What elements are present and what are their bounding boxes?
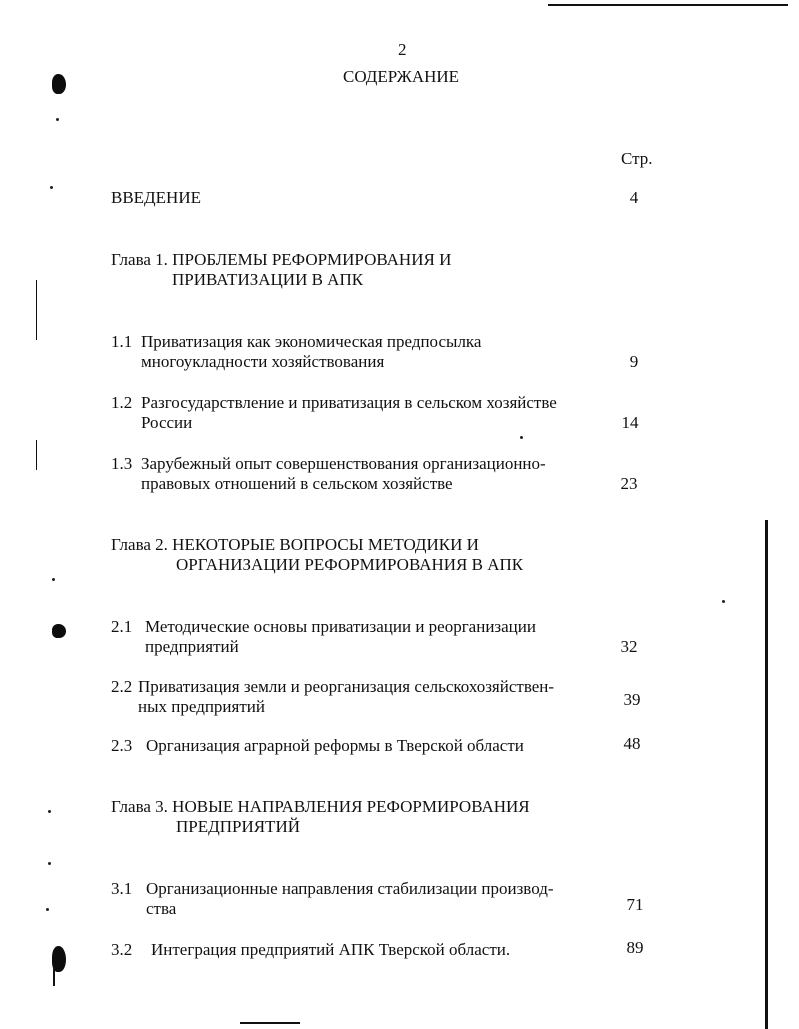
section-2-1-line2: предприятий <box>145 637 239 656</box>
section-1-2-line1: Разгосударствление и приватизация в сельском хозяйстве <box>141 393 557 412</box>
speck <box>722 600 725 603</box>
page-title: СОДЕРЖАНИЕ <box>343 67 460 86</box>
section-1-3-line2: правовых отношений в сельском хозяйстве <box>141 474 453 493</box>
section-2-1-page: 32 <box>620 637 638 656</box>
section-1-2-line2: России <box>141 413 193 432</box>
section-1-3-page: 23 <box>620 474 638 493</box>
chapter-2-title-line1: Глава 2. НЕКОТОРЫЕ ВОПРОСЫ МЕТОДИКИ И <box>111 535 479 554</box>
section-1-1-page: 9 <box>629 352 639 371</box>
section-1-1-line1: Приватизация как экономическая предпосылка <box>141 332 482 351</box>
speck <box>520 436 523 439</box>
ink-blot <box>52 624 66 638</box>
section-3-1-page: 71 <box>626 895 644 914</box>
speck <box>52 578 55 581</box>
section-1-1-line2: многоукладности хозяйствования <box>141 352 385 371</box>
section-2-2-line2: ных предприятий <box>138 697 265 716</box>
section-1-1-number: 1.1 <box>111 332 133 351</box>
speck <box>48 810 51 813</box>
scan-edge-line-left-2 <box>36 440 37 470</box>
chapter-3-title-line1: Глава 3. НОВЫЕ НАПРАВЛЕНИЯ РЕФОРМИРОВАНИЯ <box>111 797 530 816</box>
scan-edge-line-bottom <box>240 1022 300 1024</box>
ink-blot <box>52 74 66 94</box>
toc-intro-page: 4 <box>629 188 639 207</box>
scan-edge-line-top <box>548 4 788 6</box>
section-2-3-line1: Организация аграрной реформы в Тверской области <box>146 736 524 755</box>
page-number: 2 <box>398 40 407 59</box>
section-1-3-number: 1.3 <box>111 454 133 473</box>
section-2-2-number: 2.2 <box>111 677 133 696</box>
section-3-2-line1: Интеграция предприятий АПК Тверской области. <box>151 940 511 959</box>
speck <box>48 862 51 865</box>
section-3-2-page: 89 <box>626 938 644 957</box>
chapter-1-title-line2: ПРИВАТИЗАЦИИ В АПК <box>172 270 364 289</box>
section-1-2-page: 14 <box>621 413 639 432</box>
section-3-1-number: 3.1 <box>111 879 133 898</box>
chapter-1-title-line1: Глава 1. ПРОБЛЕМЫ РЕФОРМИРОВАНИЯ И <box>111 250 452 269</box>
section-1-3-line1: Зарубежный опыт совершенствования организационно- <box>141 454 546 473</box>
section-2-2-page: 39 <box>623 690 641 709</box>
section-2-3-page: 48 <box>623 734 641 753</box>
chapter-3-title-line2: ПРЕДПРИЯТИЙ <box>176 817 300 836</box>
section-2-2-line1: Приватизация земли и реорганизация сельскохозяйствен- <box>138 677 555 696</box>
section-2-3-number: 2.3 <box>111 736 133 755</box>
speck <box>56 118 59 121</box>
chapter-2-title-line2: ОРГАНИЗАЦИИ РЕФОРМИРОВАНИЯ В АПК <box>176 555 524 574</box>
section-3-1-line1: Организационные направления стабилизации производ- <box>146 879 554 898</box>
section-2-1-line1: Методические основы приватизации и реорганизации <box>145 617 536 636</box>
speck <box>46 908 49 911</box>
toc-intro-label: ВВЕДЕНИЕ <box>111 188 201 207</box>
section-1-2-number: 1.2 <box>111 393 133 412</box>
scan-edge-line-right <box>765 520 768 1029</box>
scan-edge-line-left <box>36 280 37 340</box>
section-3-2-number: 3.2 <box>111 940 133 959</box>
section-3-1-line2: ства <box>146 899 177 918</box>
page-column-header: Стр. <box>621 149 653 168</box>
section-2-1-number: 2.1 <box>111 617 133 636</box>
ink-stroke <box>53 968 55 986</box>
speck <box>50 186 53 189</box>
